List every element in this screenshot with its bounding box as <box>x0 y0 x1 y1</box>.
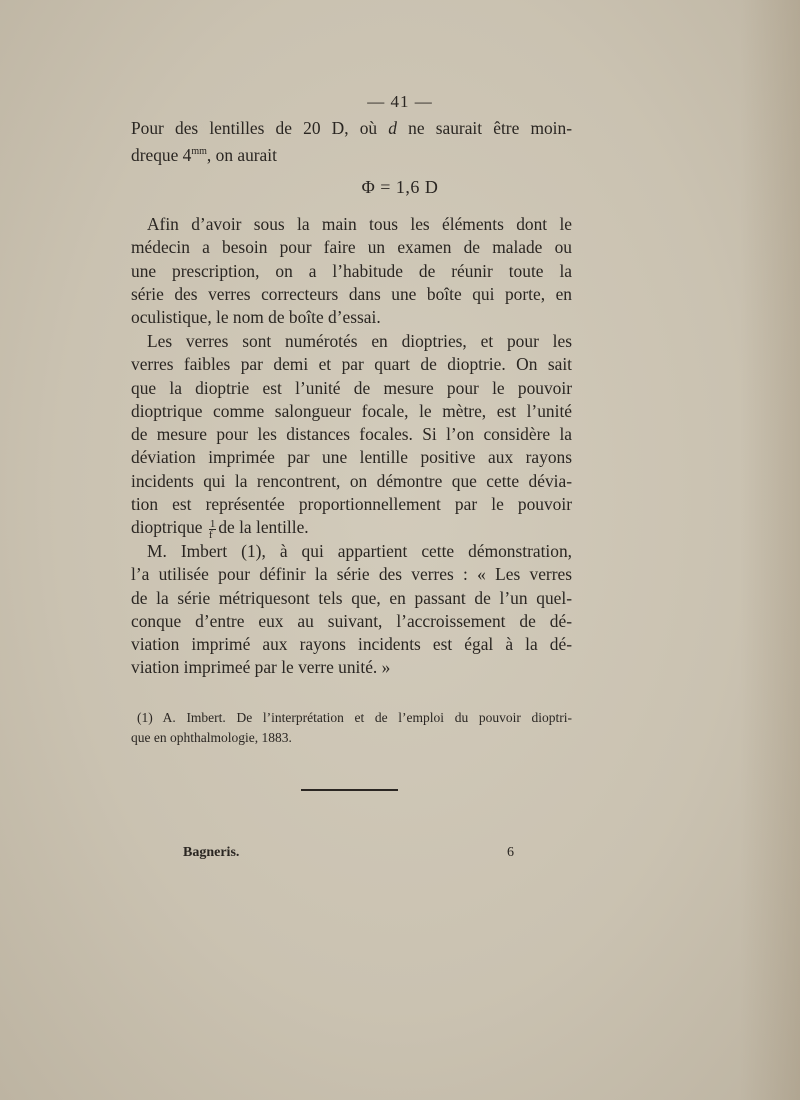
page-number: — 41 — <box>367 92 433 111</box>
paragraph-dioptries <box>131 330 572 540</box>
paragraph-line: viation imprimé aux rayons incidents est égal à la dé- <box>131 634 572 655</box>
paragraph-line: de la série métriquesont tels que, en passant de l’un quel- <box>131 587 572 608</box>
formula: Φ = 1,6 D <box>361 177 439 197</box>
paragraph-line: Pour des lentilles de 20 D, où d ne saurait être moin- <box>131 118 572 138</box>
text-fragment: dioptrique <box>131 517 203 538</box>
paragraph-line: dreque $4^{mm}$, on aurait <box>131 145 277 166</box>
paragraph-trial-box <box>131 213 572 329</box>
paragraph-line: viation imprimeé par le verre unité. » <box>131 657 391 678</box>
paragraph-line: dioptrique comme salongueur focale, le mètre, est l’unité <box>131 400 572 421</box>
page-edge-shadow <box>740 0 800 1100</box>
paragraph-imbert <box>131 540 572 680</box>
fraction <box>209 519 217 540</box>
horizontal-rule <box>301 789 398 791</box>
signature-number: 6 <box>507 845 514 860</box>
paragraph-line: verres faibles par demi et par quart de dioptrie. On sait <box>131 354 572 375</box>
paragraph-line: Afin d’avoir sous la main tous les éléments dont le <box>147 214 572 234</box>
signature-name: Bagneris. <box>183 845 240 860</box>
paragraph-line: M. Imbert (1), à qui appartient cette démonstration, <box>147 541 572 561</box>
text-fragment: de la lentille. <box>218 517 309 538</box>
paragraph-line: Les verres sont numérotés en dioptries, et pour les <box>147 331 572 351</box>
paragraph-line: l’a utilisée pour définir la série des verres : « Les verres <box>131 564 572 585</box>
fraction-denominator: f <box>208 528 213 541</box>
footnote <box>131 708 572 748</box>
paragraph-line: médecin a besoin pour faire un examen de malade ou <box>131 237 572 258</box>
paragraph-line: série des verres correcteurs dans une boîte qui porte, en <box>131 283 572 304</box>
paragraph-line: oculistique, le nom de boîte d’essai. <box>131 307 381 328</box>
paragraph-line: de mesure pour les distances focales. Si l’on considère la <box>131 424 572 445</box>
footnote-line: (1) A. Imbert. De l’interprétation et de l’emploi du pouvoir dioptri- <box>137 710 572 725</box>
paragraph-line: une prescription, on a l’habitude de réunir toute la <box>131 260 572 281</box>
paragraph-line <box>131 516 572 540</box>
paragraph-line: déviation imprimée par une lentille positive aux rayons <box>131 447 572 468</box>
paragraph-line: tion est représentée proportionnellement par le pouvoir <box>131 494 572 515</box>
paragraph-line: incidents qui la rencontrent, on démontre que cette dévia- <box>131 470 572 491</box>
paragraph-line: que la dioptrie est l’unité de mesure pour le pouvoir <box>131 377 572 398</box>
paragraph-lenses <box>131 117 572 167</box>
footnote-line: que en ophthalmologie, 1883. <box>131 730 292 745</box>
fraction-numerator: 1 <box>209 517 216 530</box>
paragraph-line: conque d’entre eux au suivant, l’accroissement de dé- <box>131 610 572 631</box>
